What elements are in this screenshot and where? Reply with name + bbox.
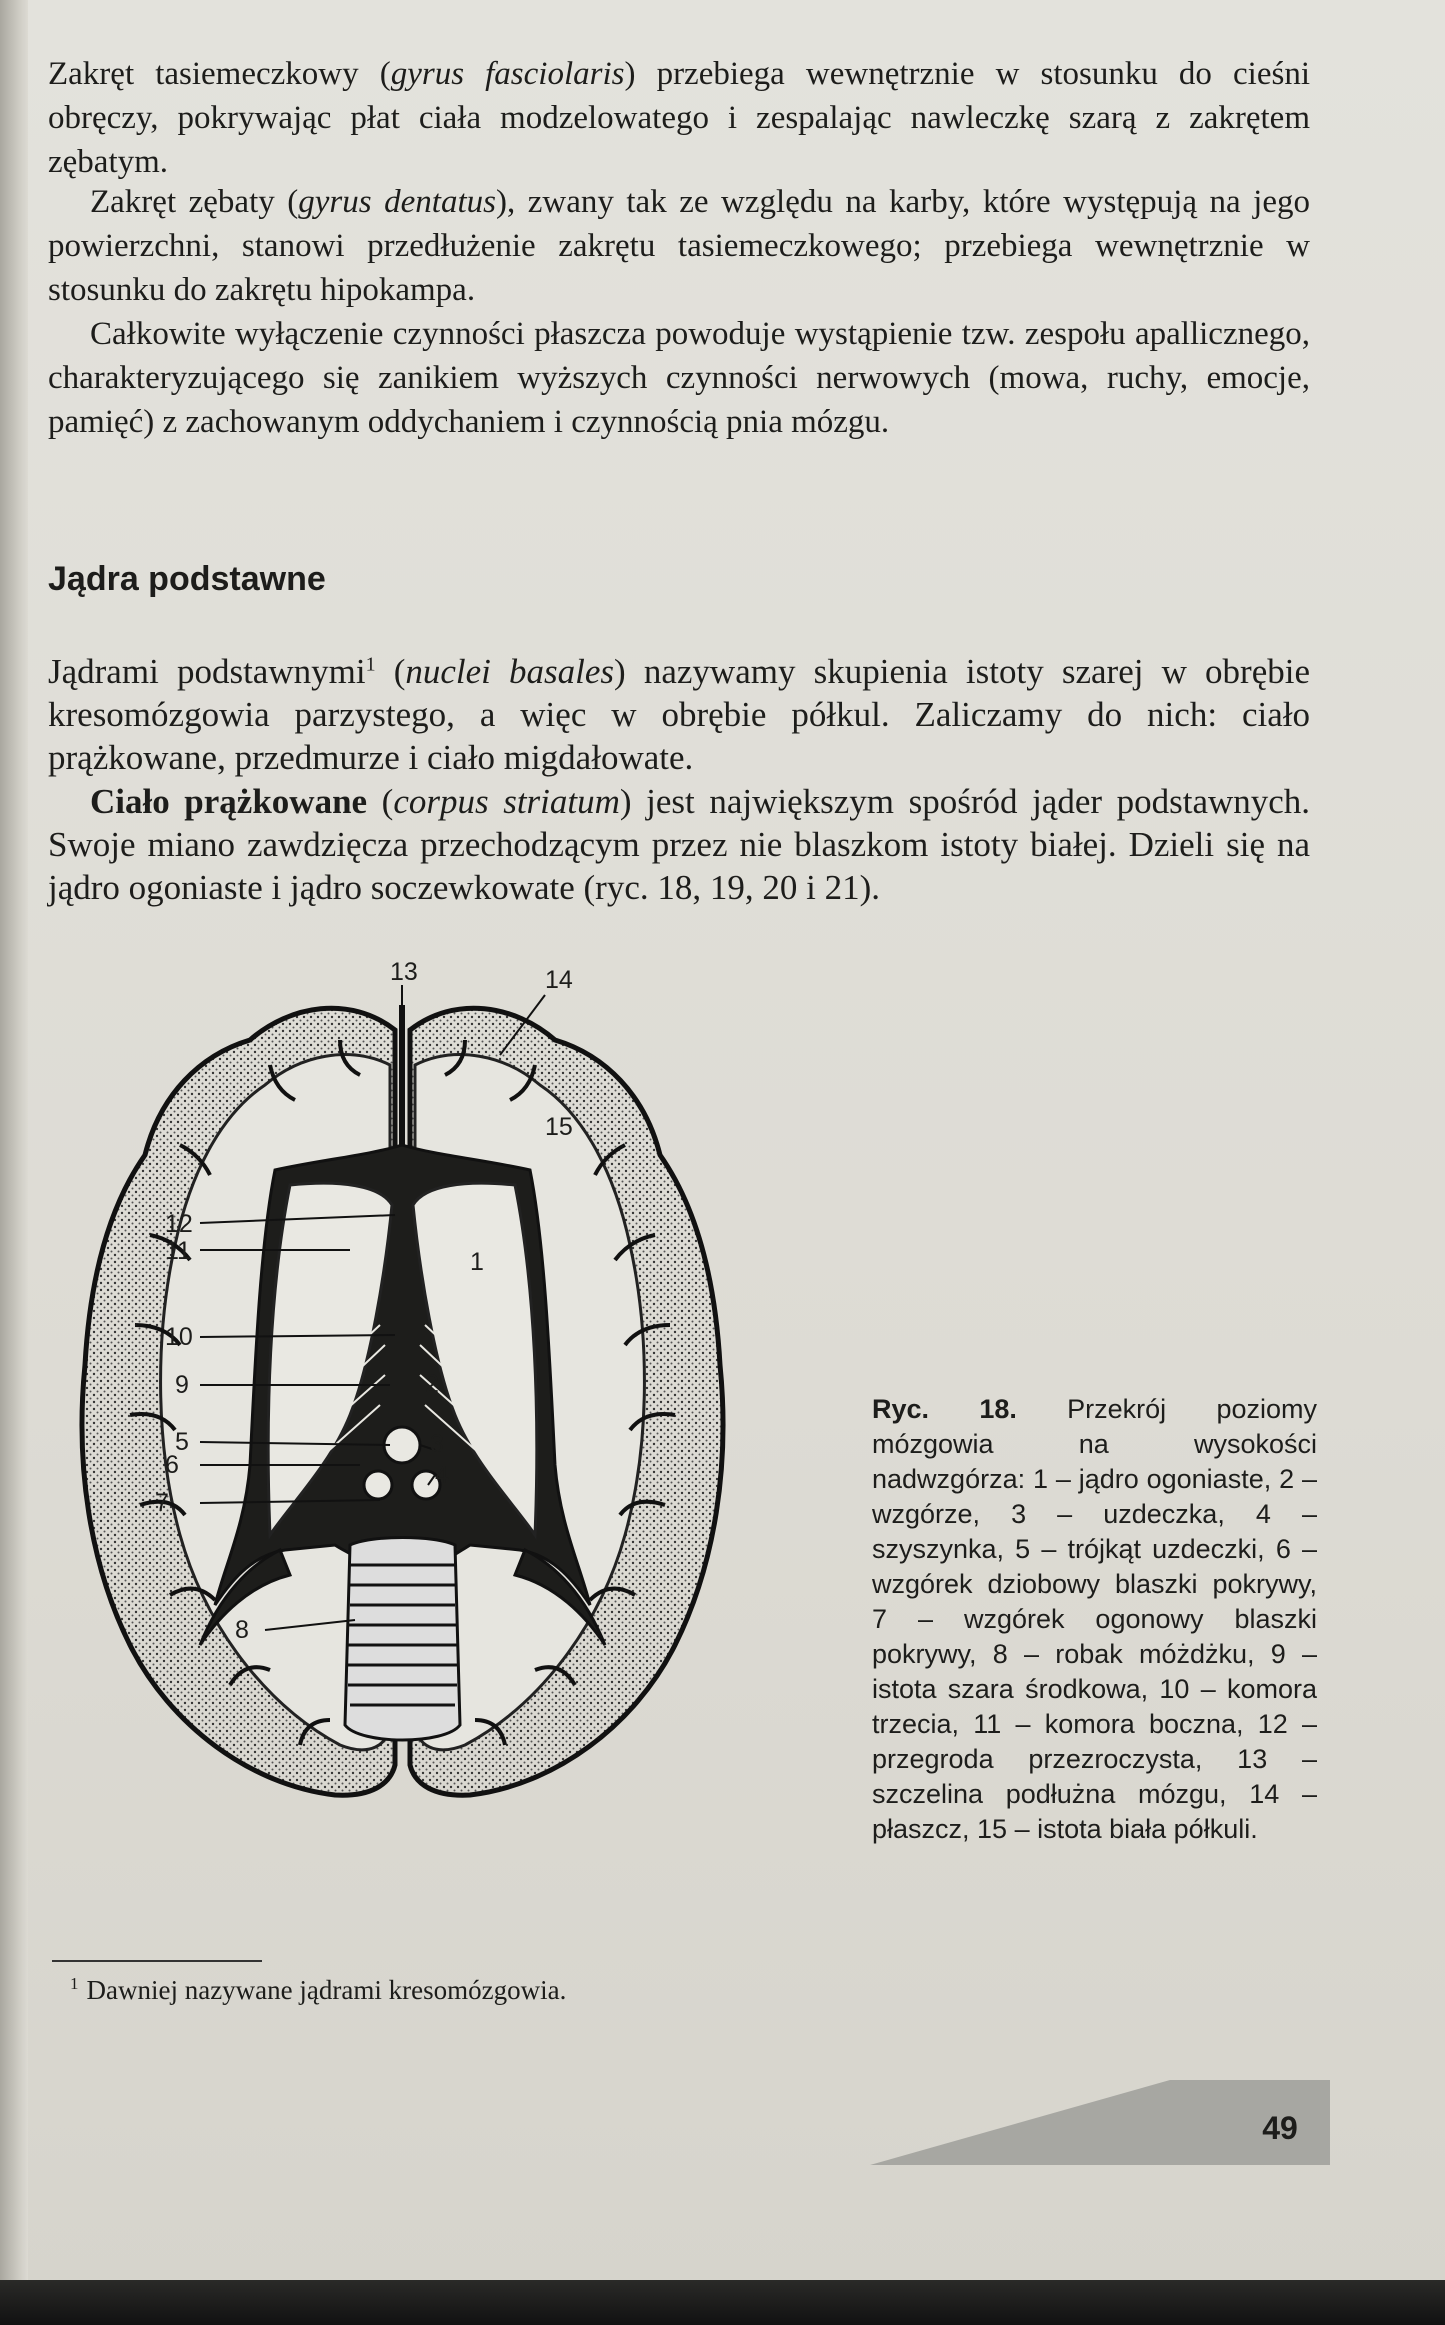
section-heading: Jądra podstawne: [48, 560, 326, 598]
paragraph-corpus-striatum: Ciało prążkowane (corpus striatum) jest największym spośród jąder podstawnych. Swoje miano zawdzięcza przechodzącym przez nie blaszkom istoty białej. Dzieli się na jądro ogoniaste i jądro soczewkowate (ryc. 18, 19, 20 i 21).: [48, 782, 1311, 907]
caption-title: Ryc. 18.: [872, 1394, 1017, 1424]
figure-label: 12: [165, 1210, 193, 1238]
figure-label: 4: [435, 1461, 449, 1489]
figure-caption: [872, 1392, 1317, 1847]
footnote-divider: [52, 1960, 262, 1962]
figure-label: 8: [235, 1616, 249, 1644]
paragraph-apallic-syndrome: Całkowite wyłączenie czynności płaszcza powoduje wystąpienie tzw. zespołu apallicznego, charakteryzującego się zanikiem wyższych czynności nerwowych (mowa, ruchy, emocje, pamięć) z zachowanym oddychaniem i czynnością pnia mózgu.: [48, 316, 1310, 440]
figure-label: 13: [390, 958, 418, 986]
page-number: 49: [1262, 2110, 1298, 2146]
paragraph-gyrus-dentatus: Zakręt zębaty (gyrus dentatus), zwany tak ze względu na karby, które występują na jego powierzchni, stanowi przedłużenie zakrętu tasiemeczkowego; przebiega wewnętrznie w stosunku do zakrętu hipokampa.: [48, 184, 1310, 308]
footnote-reference: 1: [365, 653, 376, 676]
figure-label: 3: [430, 1430, 444, 1458]
cerebellar-vermis: [345, 1538, 460, 1741]
caption-body: Przekrój poziomy mózgowia na wysokości nadwzgórza: 1 – jądro ogoniaste, 2 – wzgórze, 3 – uzdeczka, 4 – szyszynka, 5 – trójkąt uzdeczki, 6 – wzgórek dziobowy blaszki pokrywy, 7 – wzgórek ogonowy blaszki pokrywy, 8 – robak móżdżku, 9 – istota szara środkowa, 10 – komora trzecia, 11 – komora boczna, 12 – przegroda przezroczysta, 13 – szczelina podłużna mózgu, 14 – płaszcz, 15 – istota biała półkuli.: [872, 1394, 1317, 1844]
figure-label: 5: [175, 1428, 189, 1456]
latin-term: gyrus dentatus: [298, 184, 496, 220]
figure-label: 10: [165, 1323, 193, 1351]
paragraph-basal-nuclei: Jądrami podstawnymi$^1$ (nuclei basales) nazywamy skupienia istoty szarej w obrębie kresomózgowia parzystego, a więc w obrębie półkul. Zaliczamy do nich: ciało prążkowane, przedmurze i ciało migdałowate.: [48, 652, 1310, 777]
brain-section-figure: [50, 945, 790, 1835]
bold-term: Ciało prążkowane: [90, 782, 368, 821]
latin-term: gyrus fasciolaris: [390, 56, 625, 92]
figure-label: 15: [545, 1113, 573, 1141]
figure-label: 1: [470, 1248, 484, 1276]
latin-term: nuclei basales: [405, 652, 615, 691]
paragraph-gyrus-fasciolaris: Zakręt tasiemeczkowy (gyrus fasciolaris) przebiega wewnętrznie w stosunku do cieśni obręczy, pokrywając płat ciała modzelowatego i zespalając nawleczkę szarą z zakrętem zębatym.: [48, 56, 1310, 180]
figure-label: 6: [165, 1451, 179, 1479]
colliculus-left: [364, 1471, 392, 1499]
figure-label: 7: [155, 1489, 169, 1517]
footnote-mark: 1: [70, 1974, 79, 1993]
figure-label: 11: [165, 1237, 191, 1265]
figure-label: 14: [545, 966, 573, 994]
footnote: $^1$ Dawniej nazywane jądrami kresomózgowia.: [70, 1974, 567, 2005]
figure-label: 9: [175, 1371, 189, 1399]
figure-label: 2: [425, 1370, 439, 1398]
previous-page-edge: [0, 0, 28, 2325]
background-surface: [0, 2280, 1445, 2325]
latin-term: corpus striatum: [393, 782, 620, 821]
